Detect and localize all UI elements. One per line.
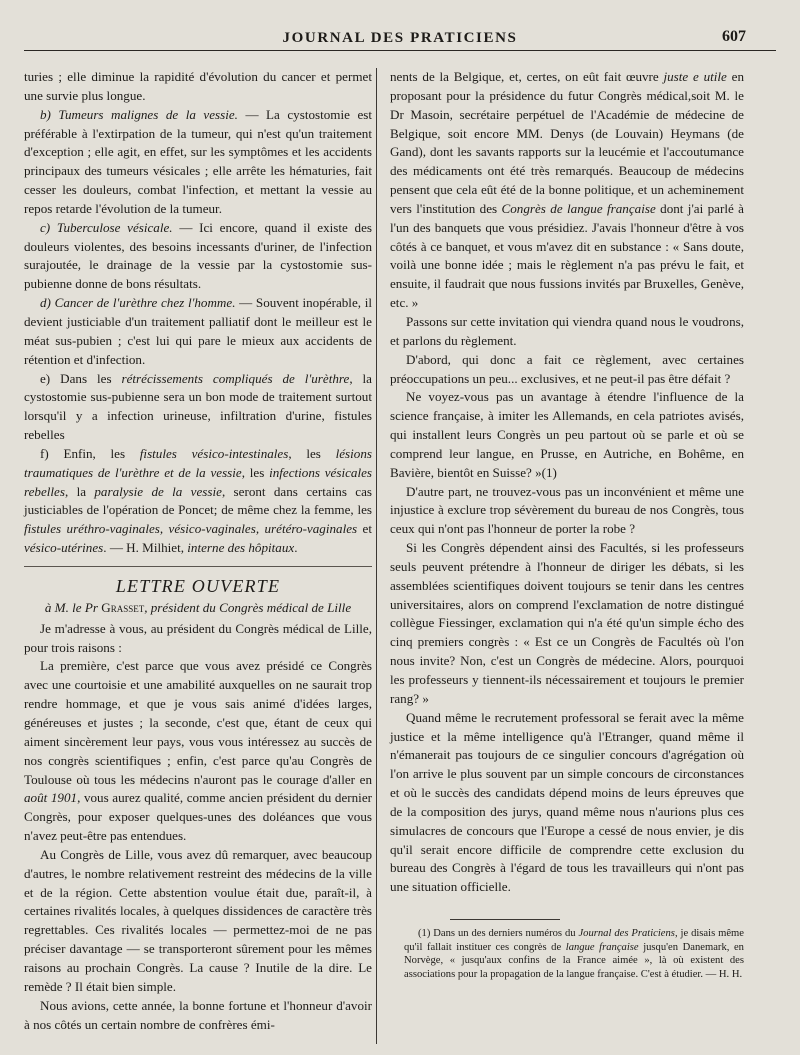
paragraph <box>24 106 372 219</box>
paragraph <box>24 294 372 369</box>
left-column <box>24 68 372 1034</box>
dedication-text: , président du Congrès médical de Lille <box>144 599 352 615</box>
paragraph-text: f) Enfin, les <box>40 445 140 461</box>
paragraph <box>24 445 372 558</box>
paragraph-text: — La cystostomie est préférable à l'extirpation de la tumeur, qui n'est qu'un traitement d'exception ; elle agit, en effet, sur les symptômes et les accidents principaux des tumeurs vésicales ; elle arrête les hématuries, fait cesser les douleurs, combat l'infection, et mettant la vessie au repos retarde l'évolution de la tumeur. <box>24 106 372 216</box>
paragraph-text: , la cystostomie sus-pubienne sera un bon mode de traitement surtout lorsqu'il y a infection urineuse, infiltration d'urine, fistules rebelles <box>24 370 372 443</box>
letter-dedication <box>24 599 372 618</box>
column-divider <box>376 68 377 1044</box>
emphasis: fistules vésico-intestinales <box>139 445 289 461</box>
paragraph-text: e) Dans les <box>40 370 122 386</box>
footnote-divider <box>450 919 560 920</box>
page-header <box>24 24 776 51</box>
paragraph-text: dont j'ai parlé à l'un des banquets que vous présidiez. J'avais l'honneur d'être à vos côtés à ce banquet, et vous m'avez dit en substance : « Sans doute, voilà une bonne idée ; mais le règlement n'a pas prévu le fait, et ensuite, il faudrait que nous fussions invités par Bruxelles, Genève, etc. » <box>390 200 744 311</box>
paragraph <box>24 370 372 445</box>
emphasis: paralysie de la vessie <box>94 483 222 499</box>
letter-title: LETTRE OUVERTE <box>24 566 372 597</box>
section-label: b) Tumeurs malignes de la vessie. <box>40 106 238 122</box>
paragraph: D'abord, qui donc a fait ce règlement, avec certaines préoccupations un peu... exclusives, et ne peut-il pas être défait ? <box>390 351 744 386</box>
paragraph-text: La première, c'est parce que vous avez présidé ce Congrès avec une courtoisie et une amabilité auxquelles on ne saurait trop rendre hommage, et que je vous sais animé d'idées larges, généreuses et justes ; la seconde, c'est que, étant de ceux qui aiment sincèrement leur pays, vous vous intéressez au succès de nos congrès scientifiques ; enfin, c'est parce qu'au Congrès de Toulouse où tous les médecins n'auront pas le courage d'aller en <box>24 658 372 787</box>
emphasis: août 1901 <box>24 790 78 806</box>
author-signature: . — H. Milhiet, <box>103 540 188 556</box>
footnote-text: jusqu'en Danemark, en Norvège, « jusqu'aux confins de la France aimée », là où existent des associations pour la propagation de la langue française. C'est à étudier. — H. H. <box>404 941 744 980</box>
paragraph-text: , les <box>241 464 270 480</box>
emphasis: infections vésicales rebelles <box>24 464 372 499</box>
paragraph: Je m'adresse à vous, au président du Congrès médical de Lille, pour trois raisons : <box>24 620 372 655</box>
author-title: interne des hôpitaux <box>187 540 295 556</box>
paragraph: Si les Congrès dépendent ainsi des Facultés, si les professeurs seuls peuvent prétendre à l'honneur de diriger les débats, si les assemblées scientifiques doivent toujours se tenir dans les centres universitaires, alors on comprend l'exclamation de notre distingué collègue Fiessinger, exclamation qui n'a été qu'un simple écho des cinq premiers congrès : « Est ce un Congrès de Facultés où l'on nous invite? Non, c'est un Congrès de médecine. Alors, pourquoi les professeurs y tiennent-ils nécessairement et toujours le premier rang? » <box>390 540 744 706</box>
paragraph: Nous avions, cette année, la bonne fortune et l'honneur d'avoir à nos côtés un certain nombre de confrères émi- <box>24 997 372 1032</box>
paragraph-text: . <box>294 540 298 556</box>
paragraph-text: et <box>357 521 372 537</box>
emphasis: juste e utile <box>663 69 727 84</box>
paragraph-text: , les <box>288 445 336 461</box>
emphasis: langue française <box>565 941 639 953</box>
dedication-text: à M. le Pr <box>44 599 102 615</box>
footnote <box>390 927 744 981</box>
emphasis: rétrécissements compliqués de l'urèthre <box>121 370 350 386</box>
footnote-text: (1) Dans un des derniers numéros du <box>418 928 579 940</box>
paragraph-text: nents de la Belgique, et, certes, on eût fait œuvre <box>390 69 664 84</box>
footnote-text: , je disais même qu'il fallait instituer ces congrès de <box>404 928 745 953</box>
emphasis: fistules uréthro-vaginales, vésico-vaginales, urétéro-vaginales <box>24 521 358 537</box>
paragraph-text: en proposant pour la présidence du futur Congrès médical,soit M. le Dr Masoin, secrétaire perpétuel de l'Académie de médecine de Belgique, soit encore MM. Denys (de Louvain) Heymans (de Gand), dont les savants rapports sur la leucémie et l'accoutumance des médicaments ont été très remarqués. Beaucoup de médecins pensent que cela eût été de la bonne politique, et un acheminement vers l'institution des <box>390 69 744 216</box>
emphasis: Journal des Praticiens <box>578 928 675 940</box>
paragraph: turies ; elle diminue la rapidité d'évolution du cancer et permet une survie plus longue. <box>24 69 372 103</box>
paragraph <box>24 657 372 845</box>
paragraph <box>24 219 372 294</box>
paragraph: Passons sur cette invitation qui viendra quand nous le voudrons, et parlons du règlement. <box>390 313 744 348</box>
paragraph: Quand même le recrutement professoral se ferait avec la même justice et la même intelligence qu'à l'Etranger, quand même il n'émanerait pas toujours de ce singulier concours d'agrégation où l'on arrive le plus souvent par un simple concours de circonstances et où le succès des candidats dépend moins de leurs épreuves que de la composition des jurys, quand même nous n'aurions plus ces simulacres de concours que l'Europe a cessé de nous envier, je dis qu'il serait encore difficile de comprendre cette exclusion du bureau des Congrès à l'égard de tous les travailleurs qui n'ont pas une situation officielle. <box>390 709 744 895</box>
paragraph-text: — Ici encore, quand il existe des douleurs violentes, des besoins incessants d'uriner, de l'infection surajoutée, le drainage de la vessie par la cystostomie sus-pubienne donne de bons résultats. <box>24 219 372 292</box>
paragraph <box>390 68 744 313</box>
emphasis: vésico-utérines <box>24 540 104 556</box>
running-title: JOURNAL DES PRATICIENS <box>282 30 518 46</box>
emphasis: lésions traumatiques de l'urèthre et de la vessie <box>24 445 372 480</box>
right-column <box>390 68 744 982</box>
paragraph: Ne voyez-vous pas un avantage à étendre l'influence de la science française, à imiter les Allemands, en cela patriotes avisés, qui installent leurs Congrès un peu partout où se parle et où se comprend leur langue, en Prusse, en Autriche, en Bohême, en Bavière, bientôt en Suisse? »(1) <box>390 389 744 480</box>
paragraph: D'autre part, ne trouvez-vous pas un inconvénient et même une injustice à exclure trop sévèrement du bureau de nos Congrès, tous ceux qui n'ont pas l'honneur de porter la robe ? <box>390 483 744 537</box>
paragraph-text: , seront dans certains cas justiciables de l'opération de Poncet; de même chez la femme, les <box>24 483 372 518</box>
page-number: 607 <box>722 28 746 45</box>
paragraph-text: , la <box>64 483 95 499</box>
dedication-name: Grasset <box>101 599 145 615</box>
paragraph-text: — Souvent inopérable, il devient justiciable d'un traitement palliatif dont le meilleur est le méat sus-pubien ; c'est lui qui pare le mieux aux accidents de rétention et d'infection. <box>24 295 372 367</box>
section-label: d) Cancer de l'urèthre chez l'homme. <box>40 295 236 311</box>
paragraph: Au Congrès de Lille, vous avez dû remarquer, avec beaucoup d'autres, le nombre relativement restreint des médecins de la ville et de la région. Cette abstention voulue était due, paraît-il, à certaines rivalités locales, à quelques dissidences de caractère très regrettables. Ces rivalités locales — permettez-moi de ne pas préciser davantage — se transporteront sûrement pour les mêmes raisons au prochain Congrès. La cause ? Inutile de la dire. Le remède ? Il était bien simple. <box>24 846 372 994</box>
paragraph-text: , vous aurez qualité, comme ancien président du dernier Congrès, pour exposer quelques-unes des doléances que vous n'avez peut-être pas entendues. <box>24 790 372 844</box>
section-label: c) Tuberculose vésicale. <box>40 219 173 235</box>
emphasis: Congrès de langue française <box>501 200 656 216</box>
